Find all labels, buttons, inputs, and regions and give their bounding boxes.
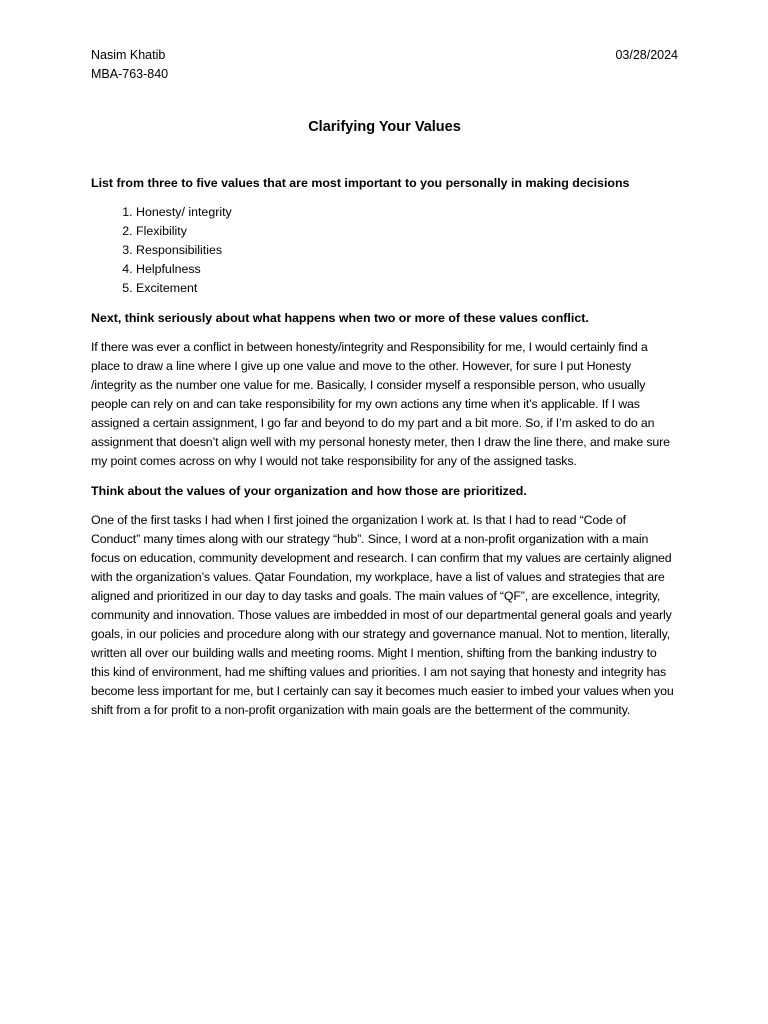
list-item: 2. Flexibility: [136, 222, 678, 241]
list-item: 5. Excitement: [136, 279, 678, 298]
organization-paragraph: One of the first tasks I had when I first joined the organization I work at. Is that I had to read “Code of Conduct” many times along with our strategy “hub”. Since, I word at a non-profit organization with a main focus on education, community development and research. I can confirm that my values are certainly aligned with the organization’s values. Qatar Foundation, my workplace, have a list of values and strategies that are aligned and prioritized in our day to day tasks and goals. The main values of “QF”, are excellence, integrity, community and innovation. Those values are imbedded in most of our departmental general goals and yearly goals, in our policies and procedure along with our strategy and governance manual. Not to mention, literally, written all over our building walls and meeting rooms. Might I mention, shifting from the banking industry to this kind of environment, had me shifting values and priorities. I am not saying that honesty and integrity has become less important for me, but I certainly can say it becomes much easier to imbed your values when you shift from a for profit to a non-profit organization with main goals are the betterment of the community.: [91, 513, 674, 717]
course-id: MBA-763-840: [91, 67, 169, 81]
list-item: 1. Honesty/ integrity: [136, 203, 678, 222]
conflict-prompt: Next, think seriously about what happens when two or more of these values conflict.: [91, 311, 589, 325]
values-prompt: List from three to five values that are most important to you personally in making decisions: [91, 176, 630, 190]
document-page: [91, 46, 678, 720]
list-item: 4. Helpfulness: [136, 260, 678, 279]
list-item: 3. Responsibilities: [136, 241, 678, 260]
document-header: [91, 46, 678, 84]
organization-prompt: Think about the values of your organization and how those are prioritized.: [91, 484, 527, 498]
document-title: Clarifying Your Values: [308, 119, 461, 135]
values-list: [91, 203, 678, 298]
conflict-paragraph: If there was ever a conflict in between honesty/integrity and Responsibility for me, I would certainly find a place to draw a line where I give up one value and move to the other. However, for sure I put Honesty /integrity as the number one value for me. Basically, I consider myself a responsible person, who usually people can rely on and can take responsibility for my own actions any time when it’s applicable. If I was assigned a certain assignment, I go far and beyond to do my part and a bit more. So, if I’m asked to do an assignment that doesn’t align well with my personal honesty meter, then I draw the line there, and make sure my point comes across on why I would not take responsibility for any of the assigned tasks.: [91, 340, 670, 468]
document-date: 03/28/2024: [615, 48, 678, 62]
author-name: Nasim Khatib: [91, 48, 166, 62]
author-block: [91, 46, 168, 84]
